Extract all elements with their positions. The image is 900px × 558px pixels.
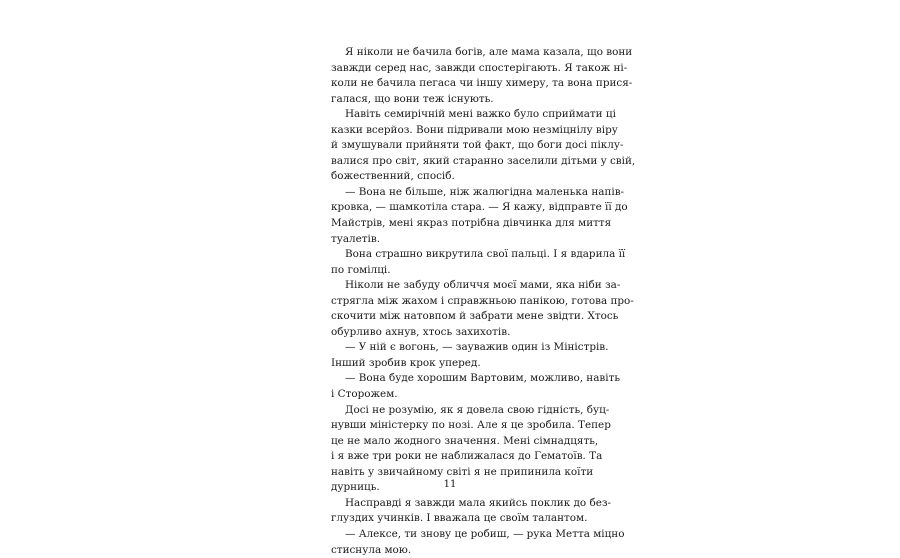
text-line: Майстрів, мені якраз потрібна дівчинка для миття <box>331 216 571 232</box>
text-line: і я вже три роки не наближалася до Гематоїв. Та <box>331 449 571 465</box>
paragraph <box>331 496 571 527</box>
text-line: стиснула мою. <box>331 543 571 558</box>
text-line: Ніколи не забуду обличчя моєї мами, яка ніби за- <box>331 278 571 294</box>
text-line: стрягла між жахом і справжньою панікою, готова про- <box>331 294 571 310</box>
text-line: Я ніколи не бачила богів, але мама казала, що вони <box>331 45 571 61</box>
text-line: — Вона не більше, ніж жалюгідна маленька напів- <box>331 185 571 201</box>
paragraph <box>331 45 571 107</box>
text-line: казки всерйоз. Вони підривали мою незміцнілу віру <box>331 123 571 139</box>
text-line: скочити між натовпом й забрати мене звідти. Хтось <box>331 309 571 325</box>
text-line: обурливо ахнув, хтось захихотів. <box>331 325 571 341</box>
text-line: галася, що вони теж існують. <box>331 92 571 108</box>
text-line: туалетів. <box>331 232 571 248</box>
text-line: — Алексе, ти знову це робиш, — рука Метта міцно <box>331 527 571 543</box>
text-line: завжди серед нас, завжди спостерігають. Я також ні- <box>331 61 571 77</box>
text-line: Вона страшно викрутила свої пальці. І я вдарила її <box>331 247 571 263</box>
text-line: Досі не розумію, як я довела свою гідність, буц- <box>331 403 571 419</box>
text-line: по гомілці. <box>331 263 571 279</box>
text-line: коли не бачила пегаса чи іншу химеру, та вона прися- <box>331 76 571 92</box>
text-line: Інший зробив крок уперед. <box>331 356 571 372</box>
text-line: глуздих учинків. І вважала це своїм талантом. <box>331 511 571 527</box>
paragraph <box>331 371 571 402</box>
text-line: — У ній є вогонь, — зауважив один із Міністрів. <box>331 340 571 356</box>
text-line: кровка, — шамкотіла стара. — Я кажу, відправте її до <box>331 200 571 216</box>
text-line: божественний, спосіб. <box>331 169 571 185</box>
text-line: дурниць. <box>331 480 571 496</box>
page-number: 11 <box>0 479 900 490</box>
text-line: валися про світ, який старанно заселили дітьми у свій, <box>331 154 571 170</box>
paragraph <box>331 247 571 278</box>
text-line: Насправді я завжди мала якийсь поклик до без- <box>331 496 571 512</box>
text-line: навіть у звичайному світі я не припинила коїти <box>331 465 571 481</box>
paragraph <box>331 527 571 558</box>
text-line: нувши міністерку по нозі. Але я це зробила. Тепер <box>331 418 571 434</box>
text-line: й змушували прийняти той факт, що боги досі піклу- <box>331 138 571 154</box>
text-line: і Сторожем. <box>331 387 571 403</box>
text-line: це не мало жодного значення. Мені сімнадцять, <box>331 434 571 450</box>
paragraph <box>331 340 571 371</box>
text-line: Навіть семирічній мені важко було сприймати ці <box>331 107 571 123</box>
text-line: — Вона буде хорошим Вартовим, можливо, навіть <box>331 371 571 387</box>
paragraph <box>331 278 571 340</box>
paragraph <box>331 107 571 185</box>
paragraph <box>331 185 571 247</box>
